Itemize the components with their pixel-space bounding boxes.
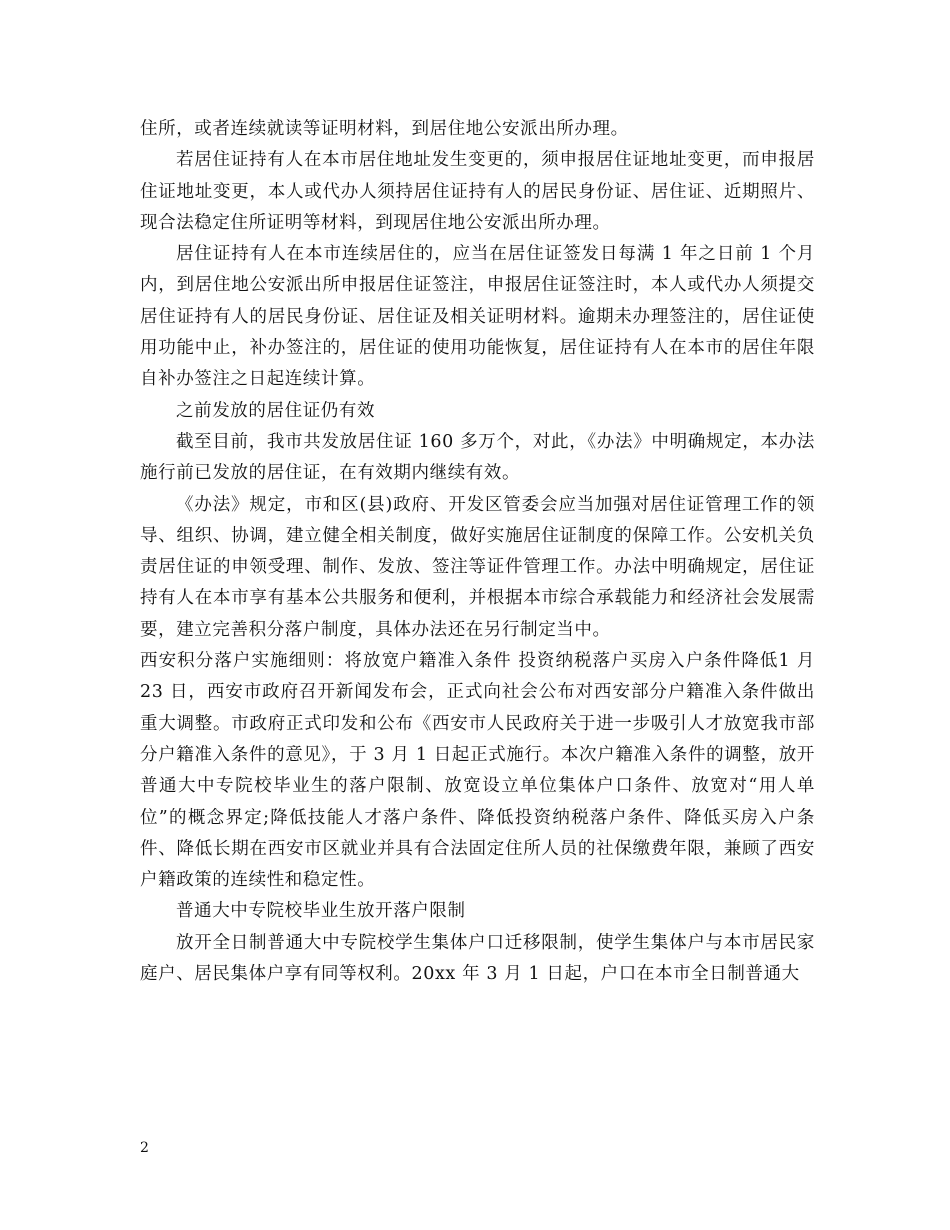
paragraph: 若居住证持有人在本市居住地址发生变更的，须申报居住证地址变更，而申报居住证地址变更，本人或代办人须持居住证持有人的居民身份证、居住证、近期照片、现合法稳定住所证明等材料，到现居住地公安派出所办理。 xyxy=(140,150,815,233)
section-heading: 之前发放的居住证仍有效 xyxy=(176,400,376,421)
paragraph: 居住证持有人在本市连续居住的，应当在居住证签发日每满 1 年之日前 1 个月内，到居住地公安派出所申报居住证签注，申报居住证签注时，本人或代办人须提交居住证持有人的居民身份证、居住证及相关证明材料。逾期未办理签注的，居住证使用功能中止，补办签注的，居住证的使用功能恢复，居住证持有人在本市的居住年限自补办签注之日起连续计算。 xyxy=(140,244,815,390)
paragraph: 放开全日制普通大中专院校学生集体户口迁移限制，使学生集体户与本市居民家庭户、居民集体户享有同等权利。20xx 年 3 月 1 日起，户口在本市全日制普通大 xyxy=(140,932,815,985)
document-body xyxy=(140,114,815,990)
paragraph: 住所，或者连续就读等证明材料，到居住地公安派出所办理。 xyxy=(140,119,629,139)
paragraph: 截至目前，我市共发放居住证 160 多万个，对此，《办法》中明确规定，本办法施行前已发放的居住证，在有效期内继续有效。 xyxy=(140,431,815,484)
page-number: 2 xyxy=(140,1140,149,1156)
paragraph: 《办法》规定，市和区(县)政府、开发区管委会应当加强对居住证管理工作的领导、组织、协调，建立健全相关制度，做好实施居住证制度的保障工作。公安机关负责居住证的申领受理、制作、发放、签注等证件管理工作。办法中明确规定，居住证持有人在本市享有基本公共服务和便利，并根据本市综合承载能力和经济社会发展需要，建立完善积分落户制度，具体办法还在另行制定当中。 xyxy=(140,494,815,640)
paragraph: 西安积分落户实施细则：将放宽户籍准入条件 投资纳税落户买房入户条件降低1 月 23 日，西安市政府召开新闻发布会，正式向社会公布对西安部分户籍准入条件做出重大调整。市政府正式印发和公布《西安市人民政府关于进一步吸引人才放宽我市部分户籍准入条件的意见》，于 3 月 1 日起正式施行。本次户籍准入条件的调整，放开普通大中专院校毕业生的落户限制、放宽设立单位集体户口条件、放宽对“用人单位”的概念界定;降低技能人才落户条件、降低投资纳税落户条件、降低买房入户条件、降低长期在西安市区就业并具有合法固定住所人员的社保缴费年限，兼顾了西安户籍政策的连续性和稳定性。 xyxy=(140,651,815,891)
section-heading: 普通大中专院校毕业生放开落户限制 xyxy=(176,901,466,922)
